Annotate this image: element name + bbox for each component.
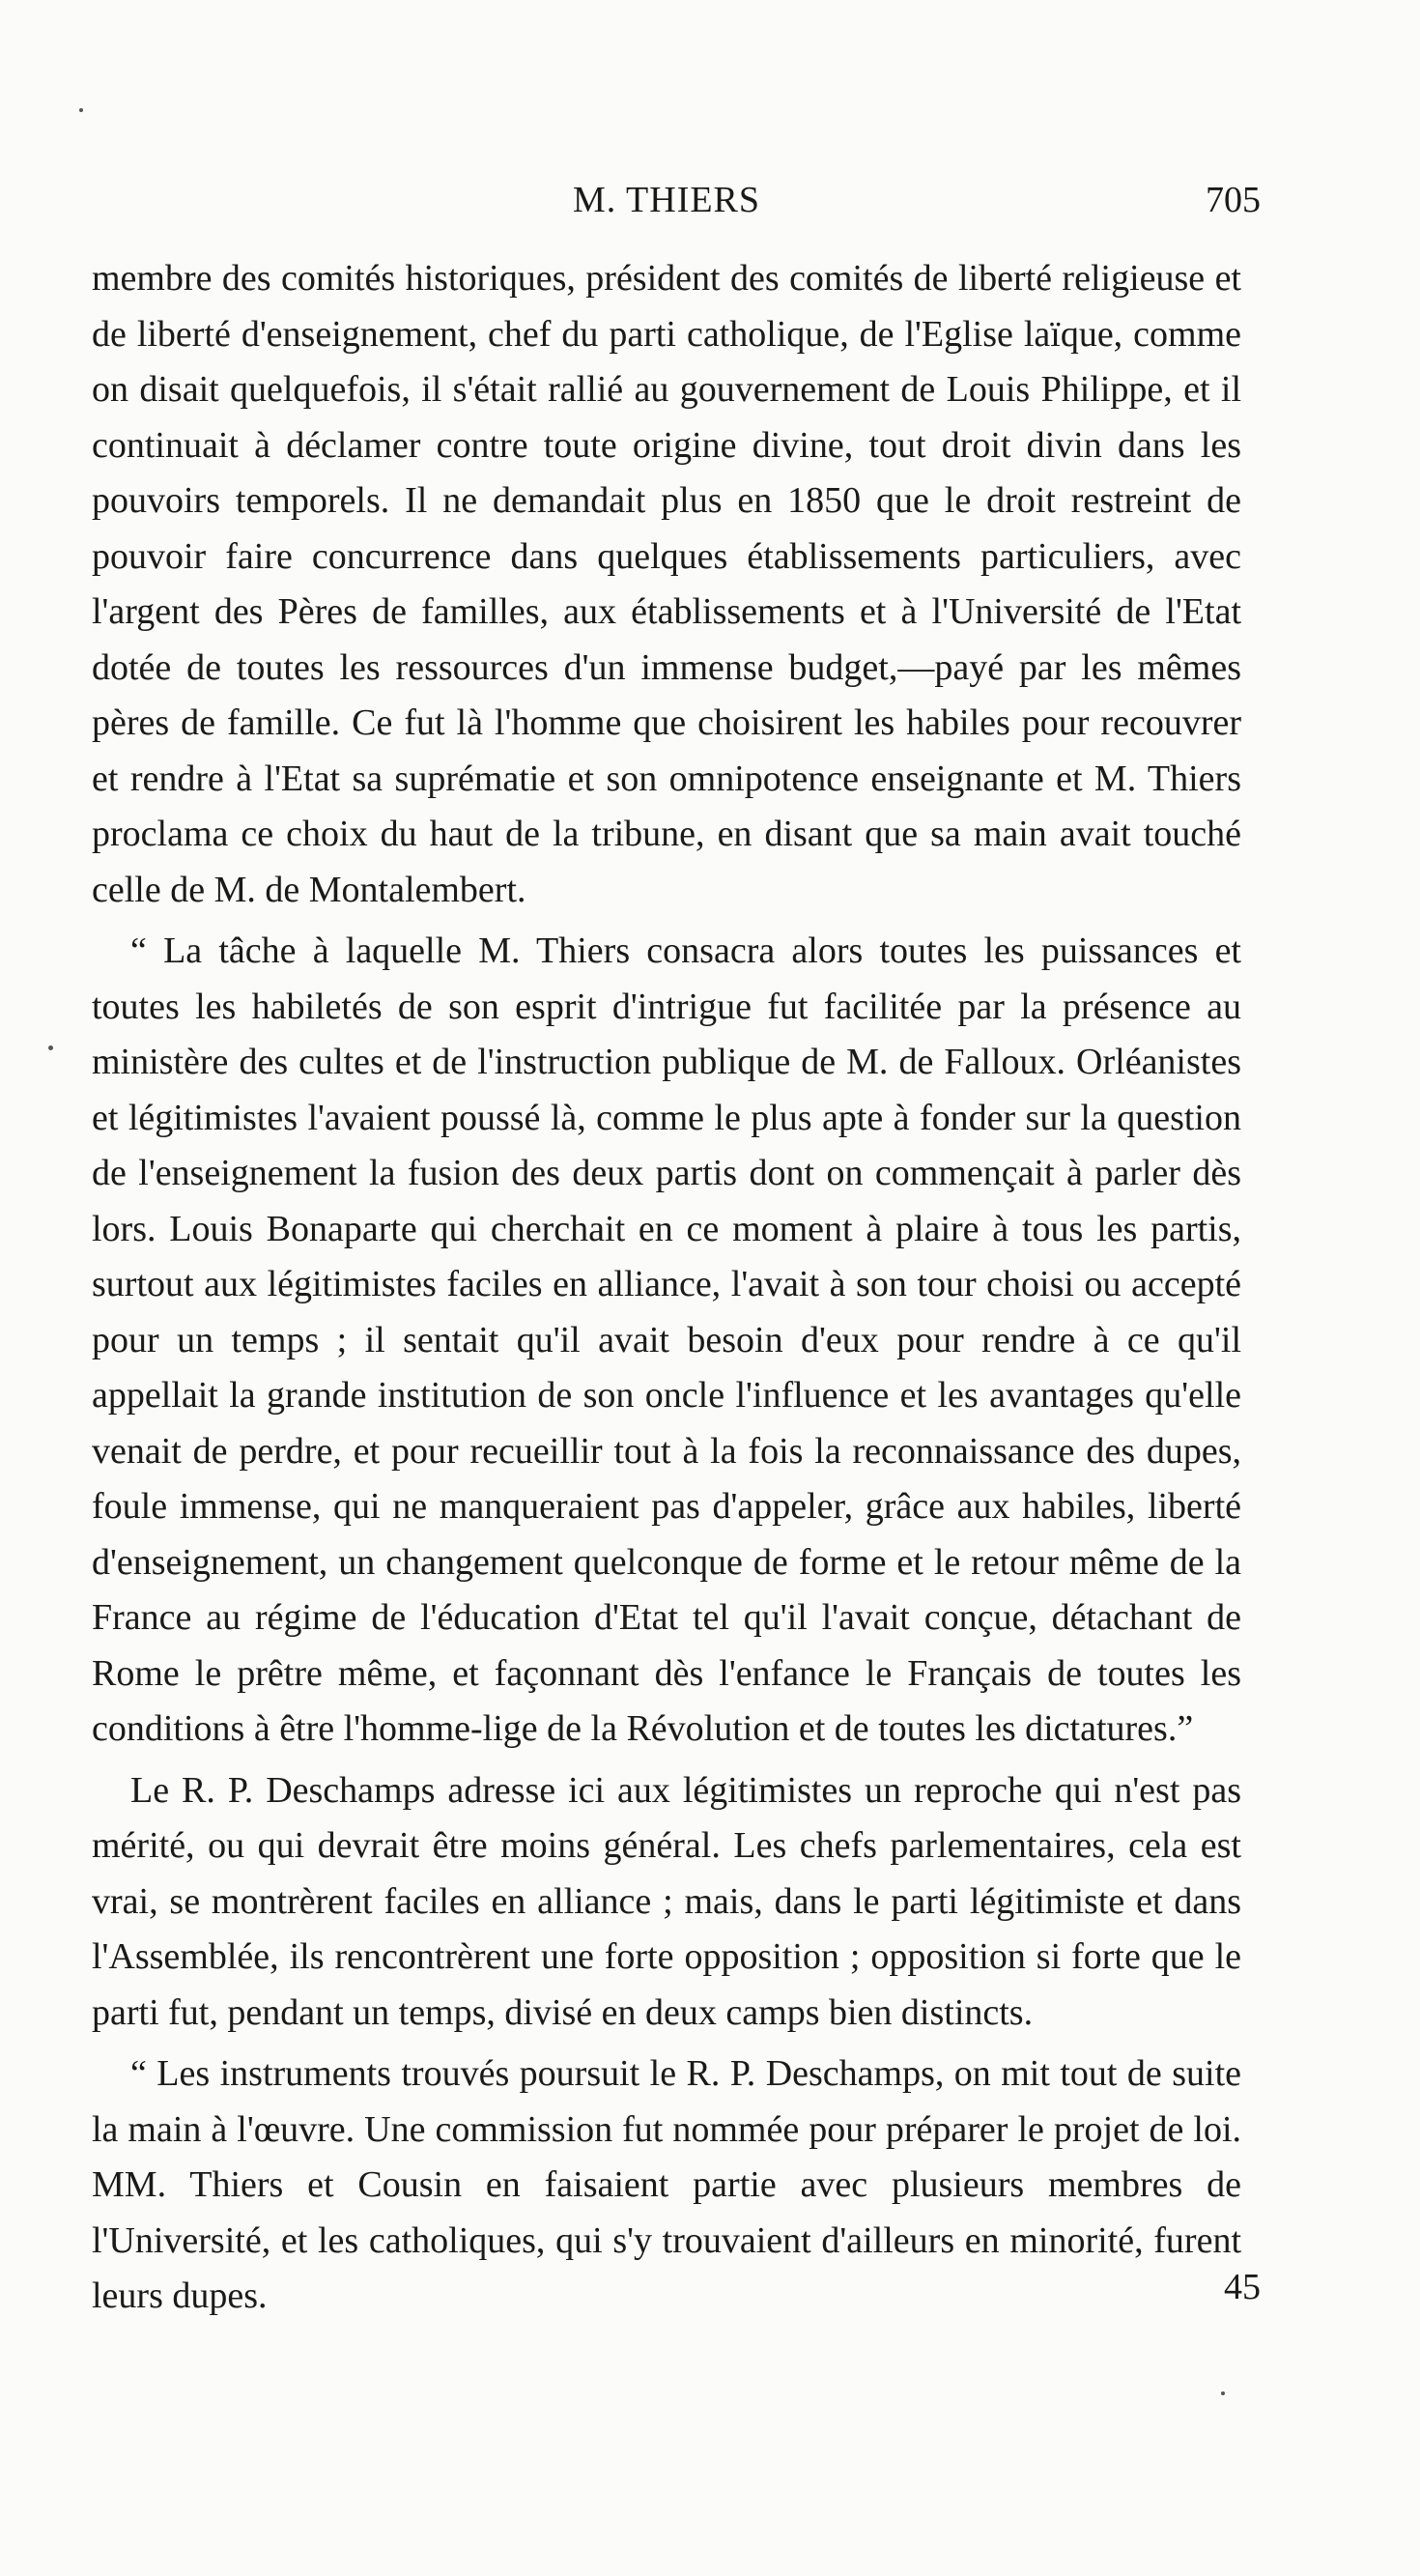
paragraph: membre des comités historiques, président des comités de liberté religieuse et de liberté d'enseignement, chef du parti catholique, de l'Eglise laïque, comme on disait quelquefois, il s'était rallié au gouvernement de Louis Philippe, et il continuait à déclamer contre toute origine divine, tout droit divin dans les pouvoirs temporels. Il ne demandait plus en 1850 que le droit restreint de pouvoir faire concurrence dans quelques établissements particuliers, avec l'argent des Pères de familles, aux établissements et à l'Université de l'Etat dotée de toutes les ressources d'un immense budget,—payé par les mêmes pères de famille. Ce fut là l'homme que choisirent les habiles pour recouvrer et rendre à l'Etat sa suprématie et son omnipotence enseignante et M. Thiers proclama ce choix du haut de la tribune, en disant que sa main avait touché celle de M. de Montalembert. xyxy=(92,258,1241,910)
scan-speck xyxy=(1221,2391,1225,2395)
scan-speck xyxy=(48,1045,53,1050)
book-page xyxy=(92,145,1261,2503)
paragraph: “ Les instruments trouvés poursuit le R. P. Deschamps, on mit tout de suite la main à l'œuvre. Une commission fut nommée pour préparer le projet de loi. MM. Thiers et Cousin en faisaient partie avec plusieurs membres de l'Université, et les catholiques, qui s'y trouvaient d'ailleurs en minorité, furent leurs dupes. xyxy=(92,2053,1241,2316)
paragraph: “ La tâche à laquelle M. Thiers consacra alors toutes les puissances et toutes les habiletés de son esprit d'intrigue fut facilitée par la présence au ministère des cultes et de l'instruction publique de M. de Falloux. Orléanistes et légitimistes l'avaient poussé là, comme le plus apte à fonder sur la question de l'enseignement la fusion des deux partis dont on commençait à parler dès lors. Louis Bonaparte qui cherchait en ce moment à plaire à tous les partis, surtout aux légitimistes faciles en alliance, l'avait à son tour choisi ou accepté pour un temps ; il sentait qu'il avait besoin d'eux pour rendre à ce qu'il appellait la grande institution de son oncle l'influence et les avantages qu'elle venait de perdre, et pour recueillir tout à la fois la reconnaissance des dupes, foule immense, qui ne manqueraient pas d'appeler, grâce aux habiles, liberté d'enseignement, un changement quelconque de forme et le retour même de la France au régime de l'éducation d'Etat tel qu'il l'avait conçue, détachant de Rome le prêtre même, et façonnant dès l'enfance le Français de toutes les conditions à être l'homme-lige de la Révolution et de toutes les dictatures.” xyxy=(92,930,1241,1749)
scan-speck xyxy=(79,108,83,112)
page-number: 705 xyxy=(1206,180,1261,220)
paragraph: Le R. P. Deschamps adresse ici aux légitimistes un reproche qui n'est pas mérité, ou qui devrait être moins général. Les chefs parlementaires, cela est vrai, se montrèrent faciles en alliance ; mais, dans le parti légitimiste et dans l'Assemblée, ils rencontrèrent une forte opposition ; opposition si forte que le parti fut, pendant un temps, divisé en deux camps bien distincts. xyxy=(92,1769,1241,2033)
running-head xyxy=(92,179,1261,237)
page-body xyxy=(92,251,1241,2331)
running-title: M. THIERS xyxy=(572,180,761,220)
signature-mark: 45 xyxy=(1224,2267,1261,2307)
